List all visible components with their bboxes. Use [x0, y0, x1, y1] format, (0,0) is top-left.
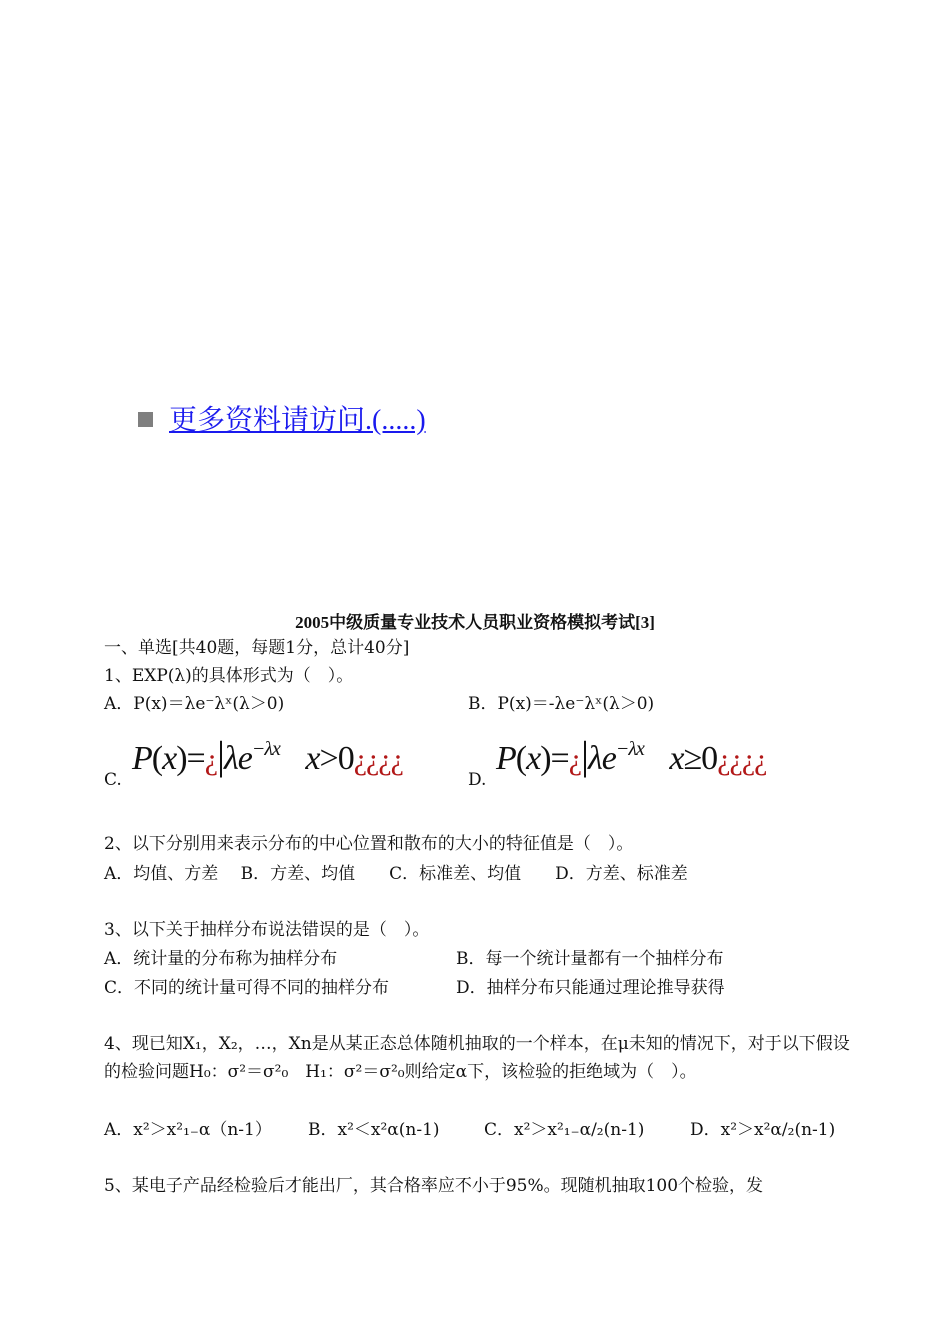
- q1-option-a: A．P(x)＝λe⁻λˣ(λ＞0): [104, 694, 285, 714]
- resource-link-row: [138, 398, 426, 438]
- q1-option-c-formula: $P(x)=¿|\lambda e^{-\lambda x}$ x>0¿¿¿¿: [132, 733, 403, 778]
- q5-stem: 5、某电子产品经检验后才能出厂，其合格率应不小于95%。现随机抽取100个检验，发: [104, 1176, 764, 1196]
- q4-option-d: D．x²＞x²α/₂(n-1): [690, 1120, 836, 1140]
- q3-option-a: A．统计量的分布称为抽样分布: [104, 949, 338, 969]
- q1-stem: 1、EXP(λ)的具体形式为（ ）。: [104, 666, 354, 686]
- q4-option-a: A．x²＞x²₁₋α（n-1）: [104, 1120, 272, 1140]
- q2-options: A．均值、方差 B．方差、均值 C．标准差、均值 D．方差、标准差: [104, 864, 688, 884]
- square-bullet-icon: [138, 412, 153, 427]
- q3-option-c: C．不同的统计量可得不同的抽样分布: [104, 978, 390, 998]
- q2-stem: 2、以下分别用来表示分布的中心位置和散布的大小的特征值是（ ）。: [104, 834, 634, 854]
- q1-option-b: B．P(x)＝-λe⁻λˣ(λ＞0): [468, 694, 655, 714]
- q4-option-c: C．x²＞x²₁₋α/₂(n-1): [484, 1120, 645, 1140]
- section-heading: 一、单选[共40题，每题1分，总计40分]: [104, 638, 410, 658]
- page-title: 2005中级质量专业技术人员职业资格模拟考试[3]: [295, 613, 655, 632]
- q1-option-d-label: D.: [468, 770, 487, 790]
- q3-stem: 3、以下关于抽样分布说法错误的是（ ）。: [104, 920, 430, 940]
- q3-option-b: B．每一个统计量都有一个抽样分布: [456, 949, 724, 969]
- more-resources-link[interactable]: 更多资料请访问.(.....): [169, 405, 426, 436]
- q4-stem: 4、现已知X₁，X₂，…，Xn是从某正态总体随机抽取的一个样本，在μ未知的情况下，对于以下假设的检验问题H₀：σ²＝σ²₀ H₁：σ²＝σ²₀则给定α下，该检验的拒绝域为（ ）。: [104, 1034, 850, 1082]
- q1-option-d-formula: $P(x)=¿|\lambda e^{-\lambda x}$ x≥0¿¿¿¿: [496, 733, 767, 778]
- q4-option-b: B．x²＜x²α(n-1): [308, 1120, 440, 1140]
- q3-option-d: D．抽样分布只能通过理论推导获得: [456, 978, 725, 998]
- q1-option-c-label: C.: [104, 770, 122, 790]
